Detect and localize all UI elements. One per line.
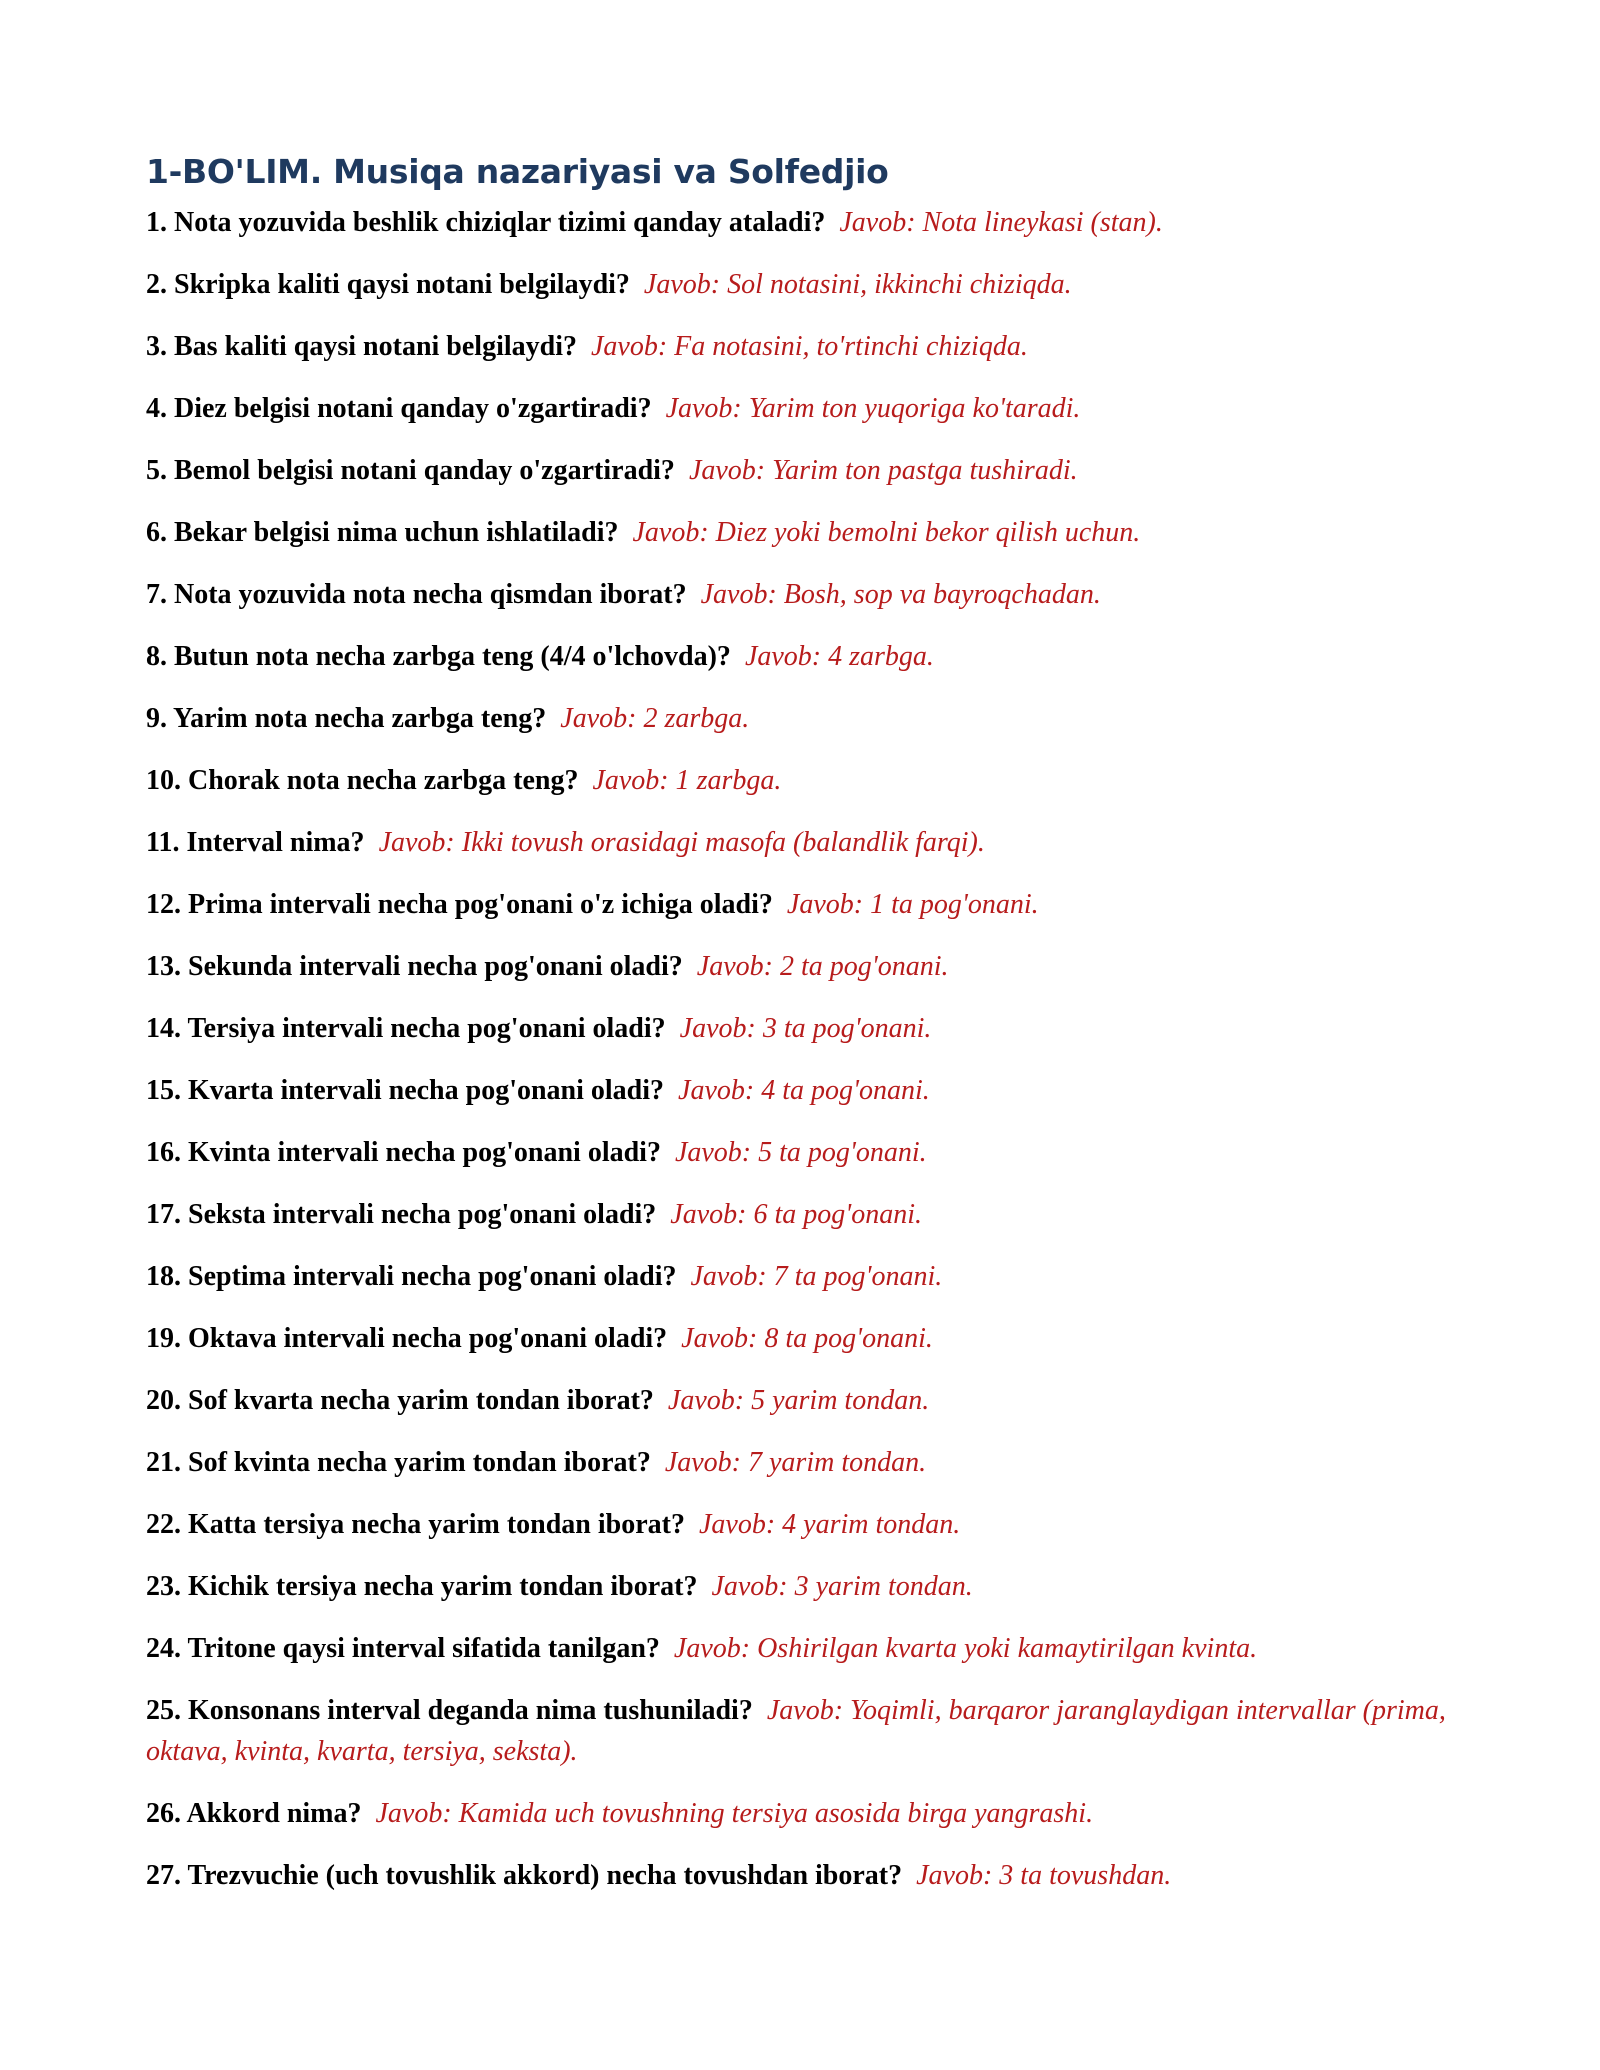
qa-item <box>146 1380 1456 1421</box>
question-text: 4. Diez belgisi notani qanday o'zgartiradi? <box>146 393 652 424</box>
document-page <box>146 148 1456 1917</box>
qa-item <box>146 1194 1456 1235</box>
question-text: 27. Trezvuchie (uch tovushlik akkord) necha tovushdan iborat? <box>146 1860 903 1891</box>
qa-item <box>146 1855 1456 1896</box>
qa-item <box>146 1566 1456 1607</box>
qa-item <box>146 1793 1456 1834</box>
question-text: 9. Yarim nota necha zarbga teng? <box>146 703 547 734</box>
question-text: 20. Sof kvarta necha yarim tondan iborat? <box>146 1385 654 1416</box>
answer-text: Javob: 8 ta pog'onani. <box>681 1323 933 1354</box>
answer-text: Javob: 5 ta pog'onani. <box>674 1137 927 1168</box>
question-text: 10. Chorak nota necha zarbga teng? <box>146 765 579 796</box>
question-text: 6. Bekar belgisi nima uchun ishlatiladi? <box>146 517 619 548</box>
question-text: 3. Bas kaliti qaysi notani belgilaydi? <box>146 331 577 362</box>
qa-item <box>146 1070 1456 1111</box>
answer-text: Javob: 2 zarbga. <box>560 703 750 734</box>
answer-text: Javob: Kamida uch tovushning tersiya asosida birga yangrashi. <box>375 1798 1094 1829</box>
qa-item <box>146 946 1456 987</box>
question-text: 11. Interval nima? <box>146 827 365 858</box>
question-text: 23. Kichik tersiya necha yarim tondan iborat? <box>146 1571 698 1602</box>
qa-item <box>146 1442 1456 1483</box>
answer-text: Javob: Yarim ton pastga tushiradi. <box>688 455 1078 486</box>
answer-text: Javob: Diez yoki bemolni bekor qilish uchun. <box>632 517 1141 548</box>
qa-item <box>146 1132 1456 1173</box>
answer-text: Javob: 4 yarim tondan. <box>698 1509 961 1540</box>
question-text: 15. Kvarta intervali necha pog'onani oladi? <box>146 1075 665 1106</box>
qa-item <box>146 1008 1456 1049</box>
answer-text: Javob: Oshirilgan kvarta yoki kamaytirilgan kvinta. <box>673 1633 1258 1664</box>
section-heading: 1-BO'LIM. Musiqa nazariyasi va Solfedjio <box>146 152 889 191</box>
answer-text: Javob: Yarim ton yuqoriga ko'taradi. <box>665 393 1081 424</box>
question-text: 24. Tritone qaysi interval sifatida tanilgan? <box>146 1633 660 1664</box>
answer-text: Javob: 4 ta pog'onani. <box>678 1075 930 1106</box>
qa-item <box>146 326 1456 367</box>
qa-item <box>146 636 1456 677</box>
question-text: 7. Nota yozuvida nota necha qismdan iborat? <box>146 579 687 610</box>
answer-text: Javob: 4 zarbga. <box>744 641 934 672</box>
answer-text: Javob: 3 ta tovushdan. <box>916 1860 1172 1891</box>
question-text: 22. Katta tersiya necha yarim tondan iborat? <box>146 1509 685 1540</box>
qa-item <box>146 698 1456 739</box>
question-text: 5. Bemol belgisi notani qanday o'zgartiradi? <box>146 455 675 486</box>
question-text: 16. Kvinta intervali necha pog'onani oladi? <box>146 1137 661 1168</box>
question-text: 26. Akkord nima? <box>146 1798 362 1829</box>
qa-item <box>146 1318 1456 1359</box>
qa-item <box>146 760 1456 801</box>
answer-text: Javob: 3 yarim tondan. <box>711 1571 973 1602</box>
qa-item <box>146 1504 1456 1545</box>
answer-text: Javob: Yoqimli, barqaror jaranglaydigan intervallar (prima, oktava, kvinta, kvarta, tersiya, seksta). <box>146 1695 1446 1767</box>
answer-text: Javob: Ikki tovush orasidagi masofa (balandlik farqi). <box>378 827 985 858</box>
qa-item <box>146 1628 1456 1669</box>
answer-text: Javob: 7 yarim tondan. <box>664 1447 927 1478</box>
question-text: 21. Sof kvinta necha yarim tondan iborat? <box>146 1447 651 1478</box>
qa-item <box>146 1690 1456 1772</box>
question-text: 2. Skripka kaliti qaysi notani belgilaydi? <box>146 269 630 300</box>
question-text: 17. Seksta intervali necha pog'onani oladi? <box>146 1199 657 1230</box>
question-text: 13. Sekunda intervali necha pog'onani oladi? <box>146 951 683 982</box>
question-text: 19. Oktava intervali necha pog'onani oladi? <box>146 1323 668 1354</box>
qa-item <box>146 264 1456 305</box>
qa-item <box>146 822 1456 863</box>
answer-text: Javob: 6 ta pog'onani. <box>670 1199 923 1230</box>
question-text: 25. Konsonans interval deganda nima tushuniladi? <box>146 1695 753 1726</box>
answer-text: Javob: 1 ta pog'onani. <box>786 889 1039 920</box>
qa-item <box>146 512 1456 553</box>
qa-item <box>146 388 1456 429</box>
qa-item <box>146 884 1456 925</box>
answer-text: Javob: 2 ta pog'onani. <box>696 951 949 982</box>
question-text: 18. Septima intervali necha pog'onani oladi? <box>146 1261 677 1292</box>
answer-text: Javob: Bosh, sop va bayroqchadan. <box>700 579 1101 610</box>
question-text: 1. Nota yozuvida beshlik chiziqlar tizimi qanday ataladi? <box>146 207 826 238</box>
answer-text: Javob: Fa notasini, to'rtinchi chiziqda. <box>591 331 1028 362</box>
answer-text: Javob: 3 ta pog'onani. <box>679 1013 932 1044</box>
qa-item <box>146 202 1456 243</box>
answer-text: Javob: Nota lineykasi (stan). <box>839 207 1163 238</box>
qa-item <box>146 450 1456 491</box>
question-text: 12. Prima intervali necha pog'onani o'z ichiga oladi? <box>146 889 773 920</box>
answer-text: Javob: Sol notasini, ikkinchi chiziqda. <box>643 269 1072 300</box>
question-text: 14. Tersiya intervali necha pog'onani oladi? <box>146 1013 666 1044</box>
qa-item <box>146 574 1456 615</box>
qa-item <box>146 1256 1456 1297</box>
answer-text: Javob: 7 ta pog'onani. <box>690 1261 943 1292</box>
answer-text: Javob: 1 zarbga. <box>592 765 782 796</box>
question-text: 8. Butun nota necha zarbga teng (4/4 o'lchovda)? <box>146 641 731 672</box>
answer-text: Javob: 5 yarim tondan. <box>667 1385 930 1416</box>
